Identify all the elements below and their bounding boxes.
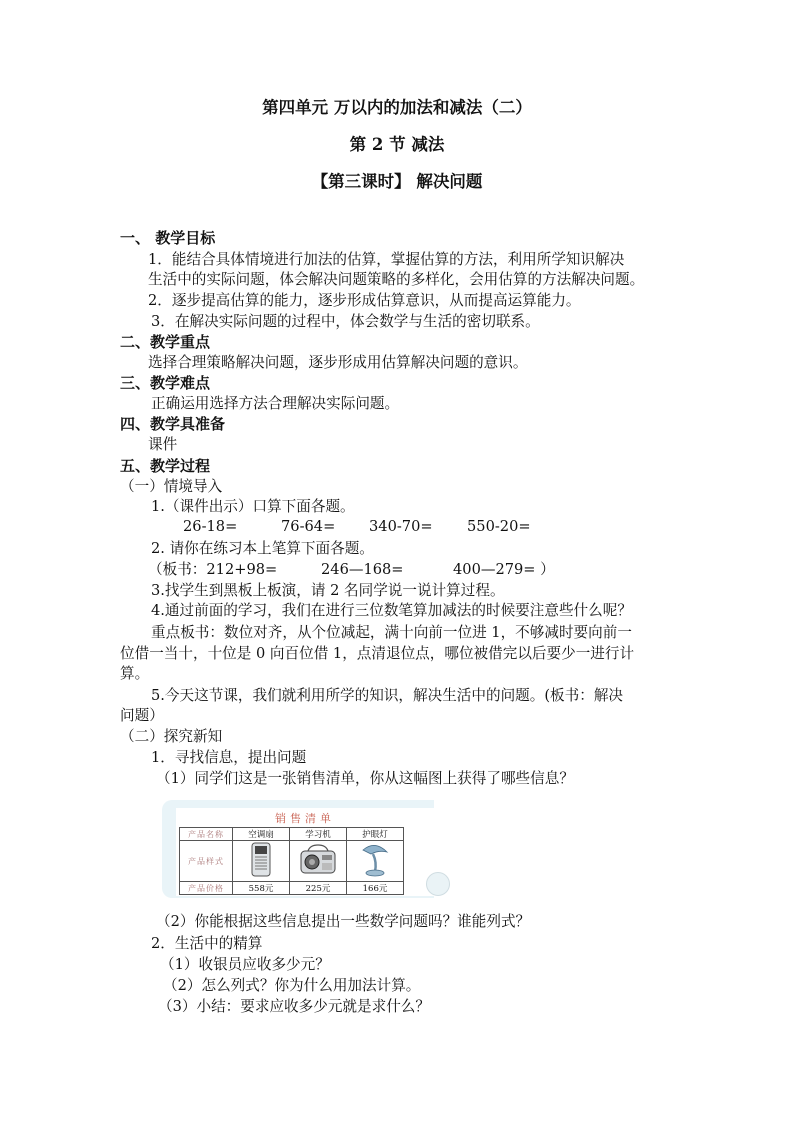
intro-step-5-cont: 问题） [120,707,164,724]
board-item: 246—168= [321,561,404,578]
sales-list-title: 销售清单 [275,812,335,825]
calc-item: 550-20= [467,518,531,535]
objective-2: 2．逐步提高估算的能力，逐步形成估算意识，从而提高运算能力。 [148,292,581,309]
lesson-title: 【第三课时】 解决问题 [311,172,483,191]
board-item: 400—279= ） [453,561,555,578]
learning-machine-icon [298,843,338,877]
product-name: 学习机 [290,828,347,841]
explore-step-2: 2．生活中的精算 [151,935,263,952]
board-note-3: 算。 [120,665,150,682]
explore-question-2: （2）你能根据这些信息提出一些数学问题吗？谁能列式？ [156,913,531,930]
product-image-cell [290,841,347,882]
difficulty-heading: 三、教学难点 [120,374,211,392]
board-item: （板书：212+98= [148,561,278,578]
board-calc-row [148,560,555,580]
process-heading: 五、教学过程 [120,457,211,475]
calc-item: 76-64= [281,518,336,535]
materials-text: 课件 [148,436,178,453]
product-image-cell [233,841,290,882]
figure-corner-circle-icon [426,872,450,896]
calc-item: 340-70= [369,518,433,535]
calc-item: 26-18= [183,518,238,535]
product-price: 558元 [233,882,290,895]
section-title: 第 2 节 减法 [349,135,445,154]
row-label: 产品样式 [180,841,233,882]
board-note-1: 重点板书：数位对齐，从个位减起，满十向前一位进 1，不够减时要向前一 [151,624,632,641]
keypoint-heading: 二、教学重点 [120,333,211,351]
row-label: 产品名称 [180,828,233,841]
air-cooler-icon [250,842,272,878]
row-label: 产品价格 [180,882,233,895]
materials-heading: 四、教学具准备 [120,415,226,433]
intro-heading: （一）情境导入 [120,478,223,495]
objectives-heading: 一、 教学目标 [120,229,216,247]
desk-lamp-icon [357,842,393,878]
objective-1-cont: 生活中的实际问题，体会解决问题策略的多样化，会用估算的方法解决问题。 [148,271,645,288]
product-price: 225元 [290,882,347,895]
intro-step-1: 1.（课件出示）口算下面各题。 [151,498,355,515]
sales-list-figure [162,800,434,898]
table-row [180,828,404,841]
intro-step-4: 4.通过前面的学习，我们在进行三位数笔算加减法的时候要注意些什么呢？ [151,602,632,619]
objective-1: 1．能结合具体情境进行加法的估算，掌握估算的方法，利用所学知识解决 [148,251,625,268]
objective-3: 3．在解决实际问题的过程中，体会数学与生活的密切联系。 [151,313,540,330]
product-price: 166元 [347,882,404,895]
intro-step-2: 2. 请你在练习本上笔算下面各题。 [151,540,374,557]
difficulty-text: 正确运用选择方法合理解决实际问题。 [151,395,400,412]
board-note-2: 位借一当十，十位是 0 向百位借 1，点清退位点，哪位被借完以后要少一进行计 [120,645,635,662]
explore-step-1: 1．寻找信息，提出问题 [151,749,307,766]
explore-heading: （二）探究新知 [120,728,223,745]
keypoint-text: 选择合理策略解决问题，逐步形成用估算解决问题的意识。 [148,354,528,371]
explore-question-4: （2）怎么列式？你为什么用加法计算。 [163,977,421,994]
product-image-cell [347,841,404,882]
explore-question-5: （3）小结：要求应收多少元就是求什么？ [158,998,430,1015]
explore-question-3: （1）收银员应收多少元？ [160,956,330,973]
intro-step-5: 5.今天这节课，我们就利用所学的知识，解决生活中的问题。(板书：解决 [151,687,624,704]
table-row [180,841,404,882]
unit-title: 第四单元 万以内的加法和减法（二） [262,98,532,117]
product-name: 空调扇 [233,828,290,841]
sales-table [179,827,404,895]
mental-calc-row [183,517,531,537]
product-name: 护眼灯 [347,828,404,841]
explore-question-1: （1）同学们这是一张销售清单，你从这幅图上获得了哪些信息？ [156,770,574,787]
table-row [180,882,404,895]
intro-step-3: 3.找学生到黑板上板演，请 2 名同学说一说计算过程。 [151,582,505,599]
